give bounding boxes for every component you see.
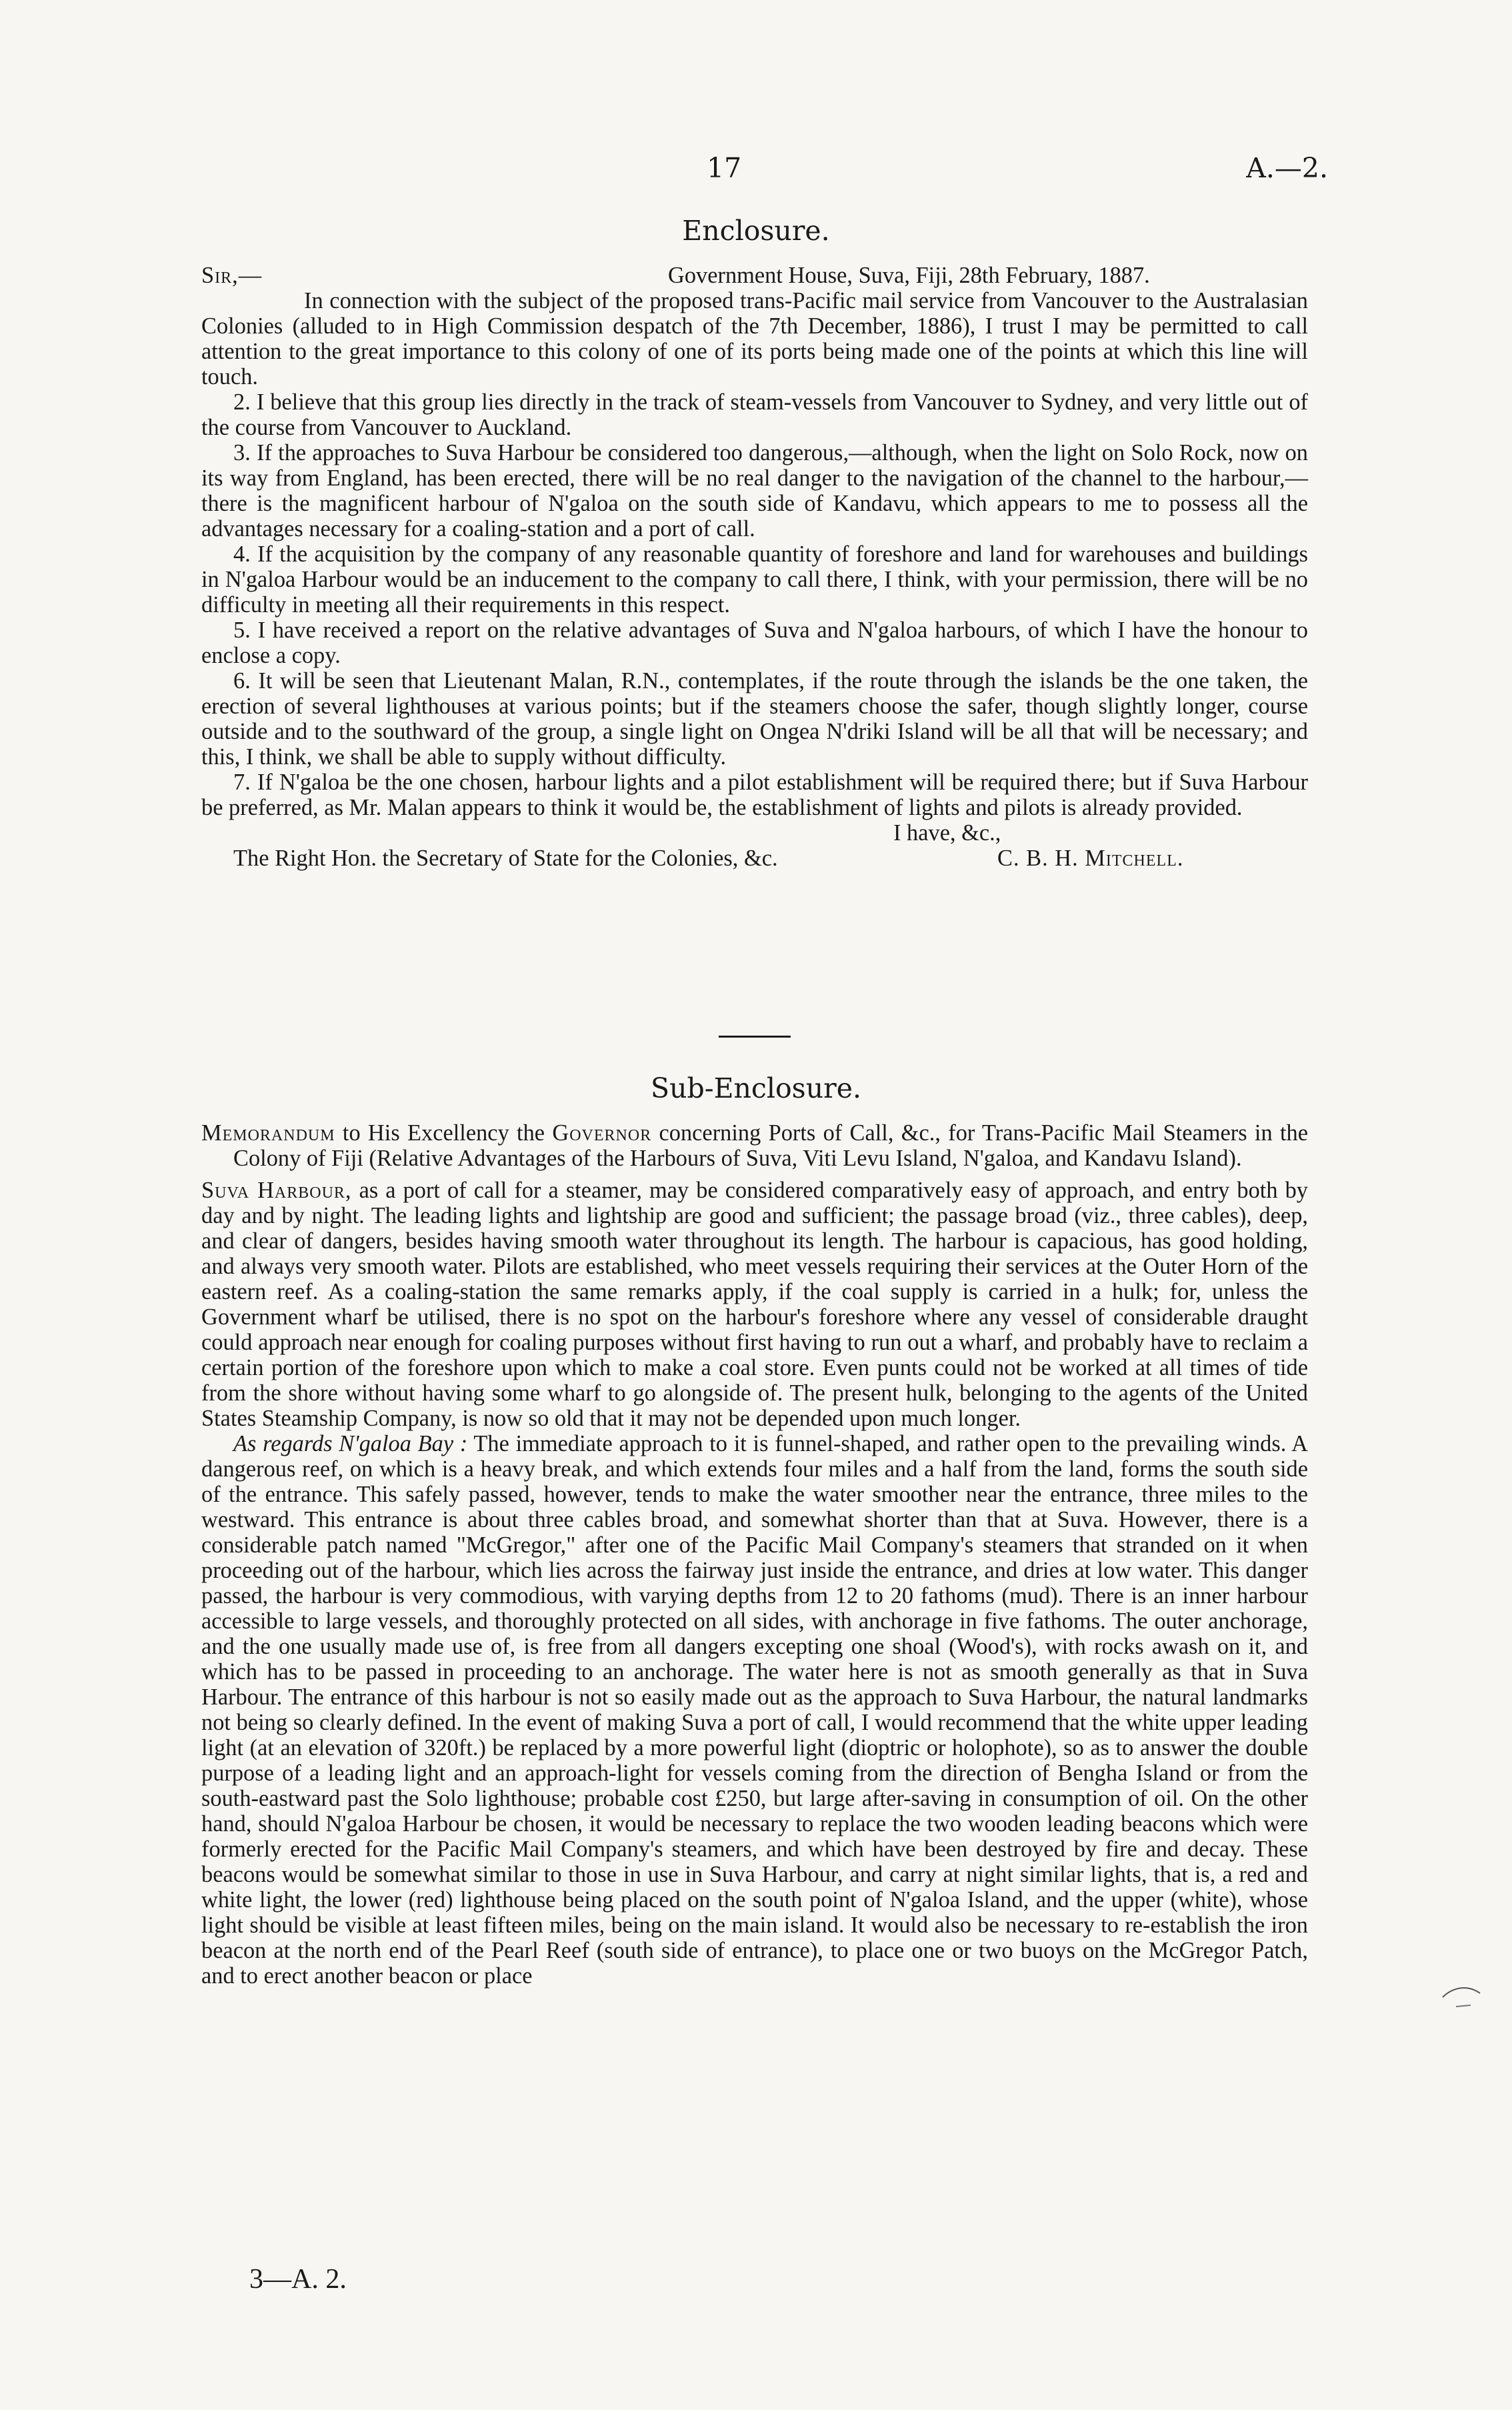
closing-line [201,820,1308,846]
signature-mark: 3—A. 2. [249,2264,347,2295]
section-divider [719,1036,791,1038]
paragraph: 7. If N'galoa be the one chosen, harbour lights and a pilot establishment will be required there; but if Suva Harbour be preferred, as Mr. Malan appears to think it would be, the establishment of lights and pilots is already provided. [201,770,1308,820]
paragraph: 4. If the acquisition by the company of any reasonable quantity of foreshore and land for warehouses and buildings in N'galoa Harbour would be an inducement to the company to call there, I think, with your permission, there will be no difficulty in meeting all their requirements in this respect. [201,541,1308,618]
paragraph-ngaloa: As regards N'galoa Bay : The immediate approach to it is funnel-shaped, and rather open to the prevailing winds. A dangerous reef, on which is a heavy break, and which extends four miles and a half from the land, forms the south side of the entrance. This safely passed, however, tends to make the water smoother near the entrance, three miles to the westward. This entrance is about three cables broad, and somewhat shorter than that at Suva. However, there is a considerable patch named "McGregor," after one of the Pacific Mail Company's steamers that stranded on it when proceeding out of the harbour, which lies across the fairway just inside the entrance, and dries at low water. This danger passed, the harbour is very commodious, with varying depths from 12 to 20 fathoms (mud). There is an inner harbour accessible to large vessels, and thoroughly protected on all sides, with anchorage in five fathoms. The outer anchorage, and the one usually made use of, is free from all dangers excepting one shoal (Wood's), with rocks awash on it, and which has to be passed in proceeding to an anchorage. The water here is not as smooth generally as that in Suva Harbour. The entrance of this harbour is not so easily made out as the approach to Suva Harbour, the natural landmarks not being so clearly defined. In the event of making Suva a port of call, I would recommend that the white upper leading light (at an elevation of 320ft.) be replaced by a more powerful light (dioptric or holophote), so as to answer the double purpose of a leading light and an approach-light for vessels coming from the direction of Bengha Island or from the south-eastward past the Solo lighthouse; probable cost £250, but large after-saving in consumption of oil. On the other hand, should N'galoa Harbour be chosen, it would be necessary to replace the two wooden leading beacons which were formerly erected for the Pacific Mail Company's steamers, and which have been destroyed by fire and decay. These beacons would be somewhat similar to those in use in Suva Harbour, and carry at night similar lights, that is, a red and white light, the lower (red) lighthouse being placed on the south point of N'galoa Island, and the upper (white), whose light should be visible at least fifteen miles, being on the main island. It would also be necessary to re-establish the iron beacon at the north end of the Pearl Reef (south side of entrance), to place one or two buoys on the McGregor Patch, and to erect another beacon or place [201,1431,1308,1989]
paragraph: In connection with the subject of the proposed trans-Pacific mail service from Vancouver to the Australasian Colonies (alluded to in High Commission despatch of the 7th December, 1886), I trust I may be permitted to call attention to the great importance to this colony of one of its ports being made one of the points at which this line will touch. [201,288,1308,389]
memorandum-heading: Memorandum to His Excellency the Governor concerning Ports of Call, &c., for Trans-Pacific Mail Steamers in the Colony of Fiji (Relative Advantages of the Harbours of Suva, Viti Levu Island, N'galoa, and Kandavu Island). [201,1120,1308,1171]
memorandum-label: Memorandum [201,1120,335,1146]
page-reference: A.—2. [1246,152,1328,184]
paragraph-suva: Suva Harbour, as a port of call for a steamer, may be considered comparatively easy of approach, and entry both by day and by night. The leading lights and lightship are good and sufficient; the passage broad (viz., three cables), deep, and clear of dangers, besides having smooth water throughout its length. The harbour is capacious, has good holding, and always very smooth water. Pilots are established, who meet vessels requiring their services at the Outer Horn of the eastern reef. As a coaling-station the same remarks apply, if the coal supply is carried in a hulk; for, unless the Government wharf be utilised, there is no spot on the harbour's foreshore where any vessel of considerable draught could approach near enough for coaling purposes without first having to run out a wharf, and probably have to reclaim a certain portion of the foreshore upon which to make a coal store. Even punts could not be worked at all times of tide from the shore without having some wharf to go alongside of. The present hulk, belonging to the agents of the United States Steamship Company, is now so old that it may not be depended upon much longer. [201,1178,1308,1431]
page-header [0,152,1512,199]
salutation: Sir,— [201,263,263,288]
page-number: 17 [707,152,742,184]
paragraph: 5. I have received a report on the relative advantages of Suva and N'galoa harbours, of which I have the honour to enclose a copy. [201,618,1308,668]
paragraph: 6. It will be seen that Lieutenant Malan, R.N., contemplates, if the route through the islands be the one taken, the erection of several lighthouses at various points; but if the steamers choose the safer, though slightly longer, course outside and to the southward of the group, a single light on Ongea N'driki Island will be all that will be necessary; and this, I think, we shall be able to supply without difficulty. [201,668,1308,770]
place-date: Government House, Suva, Fiji, 28th February, 1887. [668,263,1150,288]
governor-label: Governor [552,1120,652,1146]
sub-enclosure-title: Sub-Enclosure. [650,1072,862,1104]
memorandum [201,1120,1308,1989]
enclosure-title: Enclosure. [682,215,830,247]
enclosure-letter [201,263,1308,871]
signature-line [201,846,1308,871]
closing: I have, &c., [893,820,1001,846]
paragraph: 3. If the approaches to Suva Harbour be considered too dangerous,—although, when the light on Solo Rock, now on its way from England, has been erected, there will be no real danger to the navigation of the channel to the harbour,—there is the magnificent harbour of N'galoa on the south side of Kandavu, which appears to me to possess all the advantages necessary for a coaling-station and a port of call. [201,440,1308,541]
suva-harbour-label: Suva Harbour, [201,1178,352,1203]
ngaloa-label: As regards N'galoa Bay : [233,1431,468,1456]
letter-heading [201,263,1308,288]
paragraph: 2. I believe that this group lies directly in the track of steam-vessels from Vancouver to Sydney, and very little out of the course from Vancouver to Auckland. [201,389,1308,440]
signature: C. B. H. Mitchell. [997,846,1184,871]
addressee: The Right Hon. the Secretary of State for the Colonies, &c. [233,846,778,871]
margin-pencil-mark [1440,1977,1487,2017]
